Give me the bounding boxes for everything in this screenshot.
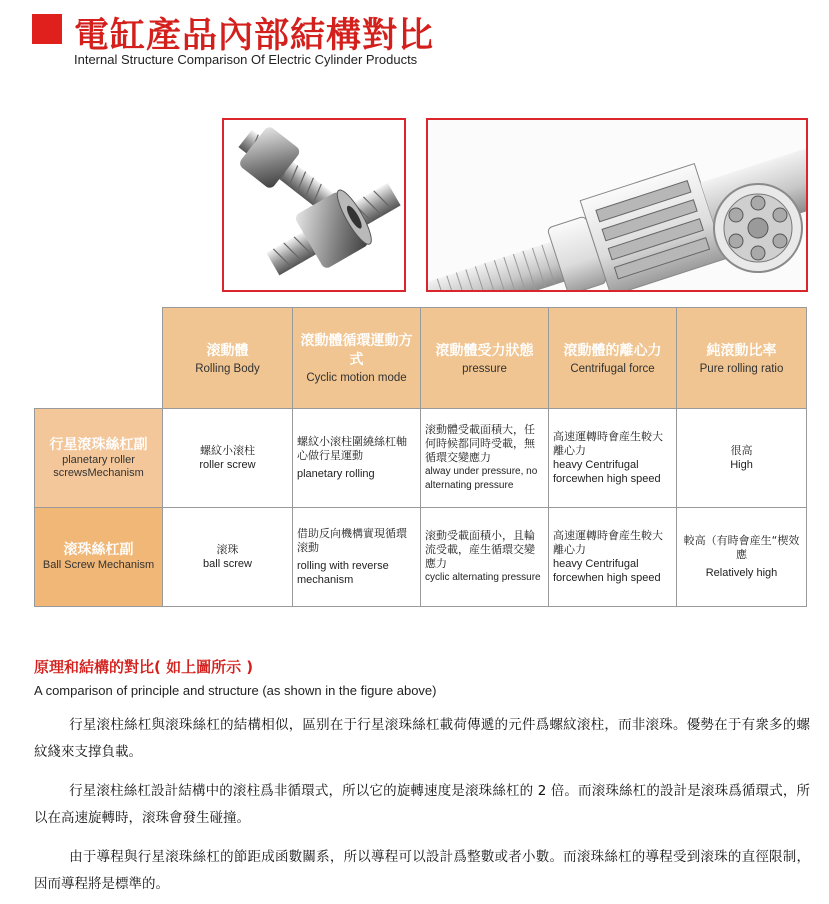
table-cell: 高速運轉時會産生較大離心力 heavy Centrifugal forcewhen high speed <box>549 409 677 508</box>
ball-screw-photo <box>222 118 406 292</box>
table-cell: 滚動受載面積小，且輪流受載，産生循環交變應力 cyclic alternating pressure <box>421 508 549 607</box>
table-row-ball-screw <box>35 508 807 607</box>
section-subtitle: A comparison of principle and structure (as shown in the figure above) <box>34 683 437 698</box>
table-cell: 較高（有時會産生“楔效應 Relatively high <box>677 508 807 607</box>
col-header-cyclic-motion: 滾動體循環運動方式 Cyclic motion mode <box>293 308 421 409</box>
table-cell: 滚動體受載面積大，任何時候都同時受載，無循環交變應力 alway under pressure, no alternating pressure <box>421 409 549 508</box>
col-header-pressure: 滾動體受力狀態 pressure <box>421 308 549 409</box>
col-header-pure-rolling: 純滾動比率 Pure rolling ratio <box>677 308 807 409</box>
roller-screw-cutaway-photo <box>426 118 808 292</box>
row-header-planetary: 行星滾珠絲杠副 planetary roller screwsMechanism <box>35 409 163 508</box>
table-cell: 借助反向機構實現循環滚動 rolling with reverse mechanism <box>293 508 421 607</box>
paragraph: 行星滚柱絲杠設計結構中的滚柱爲非循環式，所以它的旋轉速度是滚珠絲杠的 2 倍。而滚珠絲杠的設計是滚珠爲循環式，所以在高速旋轉時，滚珠會發生碰撞。 <box>34 783 810 826</box>
page-subtitle: Internal Structure Comparison Of Electric Cylinder Products <box>74 52 418 67</box>
comparison-table <box>34 307 807 607</box>
title-marker <box>32 14 62 44</box>
paragraph: 由于導程與行星滚珠絲杠的節距成函數關系，所以導程可以設計爲整數或者小數。而滚珠絲杠的導程受到滚珠的直徑限制，因而導程將是標準的。 <box>34 849 810 892</box>
table-row-planetary <box>35 409 807 508</box>
table-cell: 螺紋小滚柱圍繞絲杠軸心做行星運動 planetary rolling <box>293 409 421 508</box>
table-cell: 滚珠 ball screw <box>163 508 293 607</box>
table-cell: 高速運轉時會産生較大離心力 heavy Centrifugal forcewhen high speed <box>549 508 677 607</box>
table-cell: 螺紋小滚柱 roller screw <box>163 409 293 508</box>
table-header-row <box>35 308 807 409</box>
table-corner <box>35 308 163 409</box>
section-title: 原理和結構的對比( 如上圖所示 ) <box>34 658 254 676</box>
page-title: 電缸產品內部結構對比 <box>74 16 435 56</box>
col-header-centrifugal: 滾動體的離心力 Centrifugal force <box>549 308 677 409</box>
paragraph: 行星滚柱絲杠與滚珠絲杠的結構相似，區别在于行星滚珠絲杠載荷傳遞的元件爲螺紋滚柱，而非滚珠。優勢在于有衆多的螺紋綫來支撑負載。 <box>34 717 810 760</box>
row-header-ball-screw: 滚珠絲杠副 Ball Screw Mechanism <box>35 508 163 607</box>
table-cell: 很高 High <box>677 409 807 508</box>
col-header-rolling-body: 滚動體 Rolling Body <box>163 308 293 409</box>
